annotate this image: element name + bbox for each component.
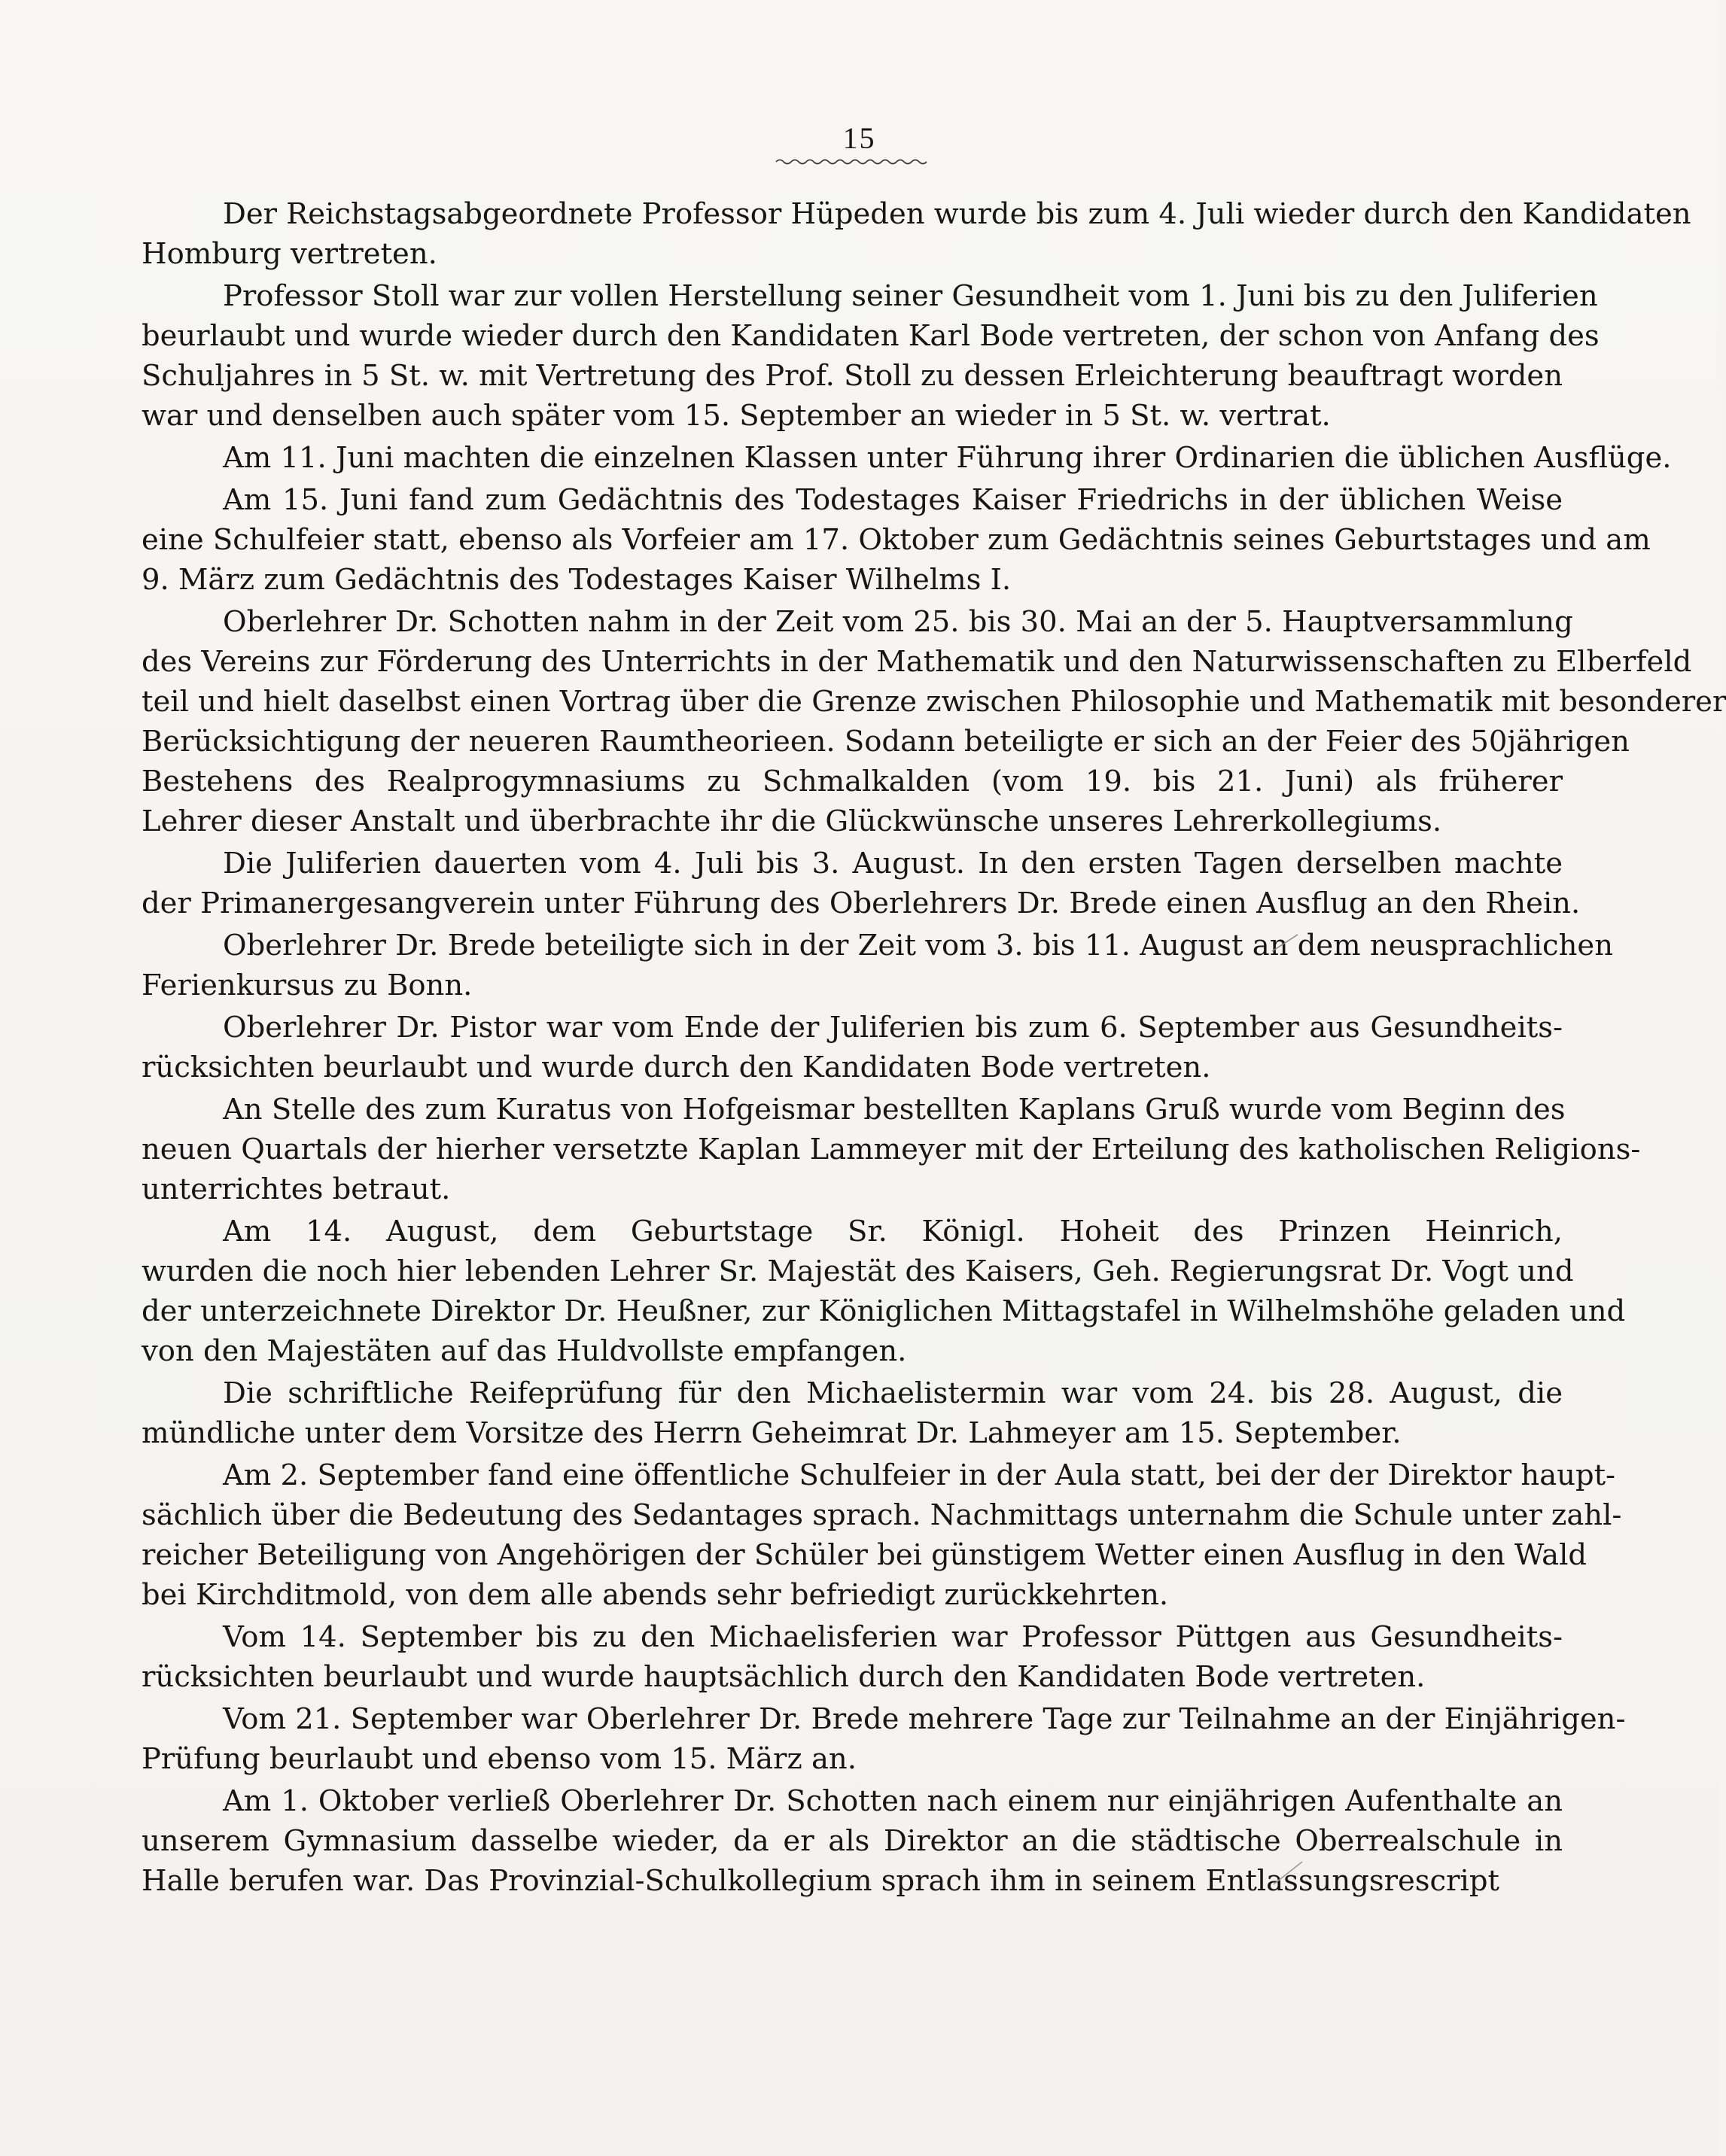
text-line: Der Reichstagsabgeordnete Professor Hüpeden wurde bis zum 4. Juli wieder durch den Kandidaten — [223, 197, 1691, 231]
pencil-mark — [1272, 1859, 1305, 1886]
text-line: Ferienkursus zu Bonn. — [142, 969, 473, 1002]
text-line: beurlaubt und wurde wieder durch den Kandidaten Karl Bode vertreten, der schon von Anfang des — [142, 319, 1600, 353]
text-line: teil und hielt daselbst einen Vortrag über die Grenze zwischen Philosophie und Mathematik mit besonderer — [142, 685, 1726, 719]
text-line: Am 1. Oktober verließ Oberlehrer Dr. Schotten nach einem nur einjährigen Aufenthalte an — [223, 1784, 1563, 1818]
text-line: mündliche unter dem Vorsitze des Herrn Geheimrat Dr. Lahmeyer am 15. September. — [142, 1416, 1402, 1450]
text-line: Professor Stoll war zur vollen Herstellung seiner Gesundheit vom 1. Juni bis zu den Juliferien — [223, 279, 1598, 313]
paragraph — [142, 1212, 1626, 1371]
text-line: Halle berufen war. Das Provinzial-Schulkollegium sprach ihm in seinem Entlassungsrescript — [142, 1864, 1499, 1898]
text-line: Lehrer dieser Anstalt und überbrachte ihr die Glückwünsche unseres Lehrerkollegiums. — [142, 804, 1442, 838]
text-line: eine Schulfeier statt, ebenso als Vorfeier am 17. Oktober zum Gedächtnis seines Geburtstages und am — [142, 523, 1651, 557]
paragraph — [142, 602, 1726, 841]
text-line: Vom 14. September bis zu den Michaelisferien war Professor Püttgen aus Gesundheits- — [223, 1620, 1563, 1654]
paragraph — [142, 1455, 1622, 1615]
page-number: 15 — [842, 121, 876, 155]
text-line: Am 11. Juni machten die einzelnen Klassen unter Führung ihrer Ordinarien die üblichen Ausflüge. — [223, 441, 1672, 475]
text-line: Oberlehrer Dr. Brede beteiligte sich in der Zeit vom 3. bis 11. August an dem neusprachlichen — [223, 929, 1613, 962]
page-number-ornament — [776, 158, 927, 166]
text-line: Die schriftliche Reifeprüfung für den Michaelistermin war vom 24. bis 28. August, die — [223, 1376, 1563, 1410]
text-line: An Stelle des zum Kuratus von Hofgeismar bestellten Kaplans Gruß wurde vom Beginn des — [223, 1093, 1566, 1127]
paragraph — [142, 844, 1581, 923]
text-line: von den Majestäten auf das Huldvollste empfangen. — [142, 1334, 907, 1368]
text-line: Oberlehrer Dr. Pistor war vom Ende der Juliferien bis zum 6. September aus Gesundheits- — [223, 1011, 1563, 1045]
body-text — [142, 194, 1726, 1903]
text-line: unserem Gymnasium dasselbe wieder, da er als Direktor an die städtische Oberrealschule in — [142, 1824, 1563, 1858]
text-line: Bestehens des Realprogymnasiums zu Schmalkalden (vom 19. bis 21. Juni) als früherer — [142, 765, 1563, 798]
text-line: rücksichten beurlaubt und wurde durch den Kandidaten Bode vertreten. — [142, 1051, 1211, 1084]
paragraph — [142, 1090, 1641, 1209]
text-line: Homburg vertreten. — [142, 237, 437, 271]
text-line: Oberlehrer Dr. Schotten nahm in der Zeit vom 25. bis 30. Mai an der 5. Hauptversammlung — [223, 605, 1573, 639]
text-line: der Primanergesangverein unter Führung des Oberlehrers Dr. Brede einen Ausflug an den Rhein. — [142, 886, 1581, 920]
paragraph — [142, 1781, 1563, 1901]
pencil-mark — [1271, 932, 1301, 954]
paragraph — [142, 1008, 1563, 1087]
paragraph — [142, 480, 1651, 600]
paragraph — [142, 926, 1613, 1005]
text-line: Berücksichtigung der neueren Raumtheorieen. Sodann beteiligte er sich an der Feier des 50jährigen — [142, 725, 1630, 759]
text-line: des Vereins zur Förderung des Unterrichts in der Mathematik und den Naturwissenschaften zu Elberfeld — [142, 645, 1692, 679]
text-line: sächlich über die Bedeutung des Sedantages sprach. Nachmittags unternahm die Schule unter zahl- — [142, 1498, 1622, 1532]
text-line: 9. März zum Gedächtnis des Todestages Kaiser Wilhelms I. — [142, 563, 1012, 597]
text-line: Schuljahres in 5 St. w. mit Vertretung des Prof. Stoll zu dessen Erleichterung beauftragt worden — [142, 359, 1563, 393]
text-line: der unterzeichnete Direktor Dr. Heußner, zur Königlichen Mittagstafel in Wilhelmshöhe geladen und — [142, 1294, 1626, 1328]
text-line: war und denselben auch später vom 15. September an wieder in 5 St. w. vertrat. — [142, 399, 1331, 433]
text-line: wurden die noch hier lebenden Lehrer Sr. Majestät des Kaisers, Geh. Regierungsrat Dr. Vogt und — [142, 1254, 1574, 1288]
paragraph — [142, 1617, 1563, 1697]
text-line: Am 15. Juni fand zum Gedächtnis des Todestages Kaiser Friedrichs in der üblichen Weise — [223, 483, 1563, 517]
text-line: Am 2. September fand eine öffentliche Schulfeier in der Aula statt, bei der der Direktor haupt- — [223, 1458, 1616, 1492]
text-line: reicher Beteiligung von Angehörigen der Schüler bei günstigem Wetter einen Ausflug in den Wald — [142, 1538, 1587, 1572]
paragraph — [142, 194, 1691, 274]
paragraph — [142, 1699, 1626, 1779]
text-line: Am 14. August, dem Geburtstage Sr. Königl. Hoheit des Prinzen Heinrich, — [223, 1215, 1563, 1248]
text-line: bei Kirchditmold, von dem alle abends sehr befriedigt zurückkehrten. — [142, 1578, 1169, 1612]
text-line: unterrichtes betraut. — [142, 1172, 451, 1206]
text-line: Die Juliferien dauerten vom 4. Juli bis 3. August. In den ersten Tagen derselben machte — [223, 847, 1563, 880]
paragraph — [142, 1373, 1563, 1453]
text-line: neuen Quartals der hierher versetzte Kaplan Lammeyer mit der Erteilung des katholischen Religions- — [142, 1133, 1641, 1166]
paragraph — [142, 438, 1672, 478]
text-line: Prüfung beurlaubt und ebenso vom 15. März an. — [142, 1742, 857, 1776]
paragraph — [142, 276, 1600, 436]
text-line: rücksichten beurlaubt und wurde hauptsächlich durch den Kandidaten Bode vertreten. — [142, 1660, 1426, 1694]
text-line: Vom 21. September war Oberlehrer Dr. Brede mehrere Tage zur Teilnahme an der Einjährigen- — [223, 1702, 1626, 1736]
